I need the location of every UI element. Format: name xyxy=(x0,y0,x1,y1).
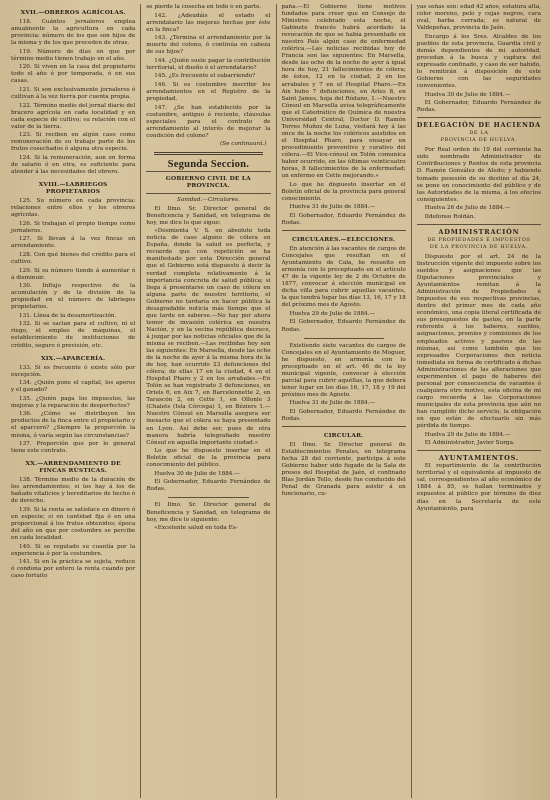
list-item: 145. ¿Es frecuente el subarriendo? xyxy=(154,73,256,80)
body-paragraph: «Dosmienta V. S. en absoluto toda noticia de caso alguno de cólera en España, donde la salud es perfecta, y recuerde que con repetición se ha manifestado por esta Dirección general que el Gobierno está dispuesto á decir la verdad completa relativamente á la importancia concreta de salud pública; si llega á presentarse un caso de cólera en alguna parte de nuestro territorio, el Gobierno no tardaría en hacer pública la desagradable noticia más tiempo que el que tarde en saberse.—No hay por ahora temor de invasión colérica en nuestra Nación, y en la vecina república decrece, á juzgar por las noticias oficiales que de la misma se reciben.—Las recibidas hoy son las siguientes: En Marsella, desde las ocho de la noche de ayer á la misma hora de la de hoy, han ocurrido 23 defunciones del cólera; de ellas 17 en la ciudad, 4 en el Hospital Pharo y 2 en los arrabales.—En Tolón se han registrado 3 defunciones, en Oriels 6, en Aix 7, en Barcelonnette 2, en Tarascón 2, en Cette 1, en Ollonle 3 (Chalets (Isla Córcega) 1, en Béziers 1.—Nuestro Cónsul en Marsella asegura ser inexacto que el cólera se haya presentado en Lyon. Así debe ser, pues de otra manera habría telegrafiado nuestro Cónsul en aquella importante ciudad.» xyxy=(146,228,271,446)
date-line: Huelva 29 de Julio de 1884.— xyxy=(424,431,511,438)
body-paragraph: El Ilmo. Sr. Director general de Beneficencia y Sanidad, en telegrama de hoy, me dice lo siguiente: xyxy=(146,502,271,523)
divider xyxy=(304,338,384,339)
date-line: Huelva 30 de Julio de 1884.— xyxy=(424,91,511,98)
list-item: 120. Si viven en la casa del propietario todo el año ó por temporada, ó en sus casas. xyxy=(11,64,136,85)
item-list-arrendamiento xyxy=(11,477,135,580)
list-item: 137. Proporción que por lo general tiene este contrato. xyxy=(11,441,136,455)
divider xyxy=(146,193,270,194)
divider xyxy=(168,497,248,498)
list-item: 130. Influjo respectivo de la acumulación y de la división de la propiedad en el número de labriegos propietarios. xyxy=(11,283,136,311)
section-header-aparceria: XIX.—APARCERÍA. xyxy=(40,354,106,362)
divider xyxy=(282,426,406,427)
body-paragraph: Lo que he dispuesto insertar en el Boletín oficial de la provincia para general conocimiento. xyxy=(281,181,406,202)
body-paragraph: El Ilmo. Sr. Director general de Beneficencia y Sanidad, en telegrama de hoy, me dice lo que sigue: xyxy=(146,205,271,226)
list-item: 138. Término medio de la duración de los arrendamientos; si los hay á los de bañado vitalicios y hereditarios de hecho ó de derecho. xyxy=(11,477,136,505)
divider xyxy=(417,450,541,451)
list-item: 118. Cuántos jornaleros emplea anualmente la agricultura en cada provincia: número de los que son hijos de la misma y de los que proceden de otras. xyxy=(11,19,136,47)
item-list-arrendamiento-cont xyxy=(146,13,270,140)
list-item: 139. Si la renta se satisface en dinero ó en especie; si en cantidad fija ó en una proporcional á los frutos obtenidos; época del año en que por costumbre se percibe en cada localidad. xyxy=(11,506,136,542)
list-item: 131. Línea de la desamortización. xyxy=(19,312,117,319)
body-paragraph: «Excelente salud en toda Es- xyxy=(154,525,238,532)
divider xyxy=(417,117,541,118)
list-item: 147. ¿Se han establecido por la costumbre, antiguo ó reciente, cláusulas especiales para el contrato de arrendamiento al interés de mejorar la condición del colono? xyxy=(146,104,271,139)
list-item: 125. Su número en cada provincia: relaciones entre ellos y los obreros agrícolas. xyxy=(11,198,136,219)
section-header-arrendamiento: XX.—ARRENDAMIENTO DE FINCAS RÚSTICAS. xyxy=(25,460,121,475)
list-item: 122. Término medio del jornal diario del bracero agrícola en cada localidad y en cada especie de cultivo; su relación con el valor de la tierra. xyxy=(11,102,136,130)
gov-header: GOBIERNO CIVIL DE LA PROVINCIA. xyxy=(165,175,251,190)
date-line: Huelva 31 de Julio de 1884.— xyxy=(289,400,376,407)
list-item: 146. Si es costumbre inscribir los arrendamientos en el Registro de la propiedad. xyxy=(146,81,271,103)
section-header-hacienda: DELEGACIÓN DE HACIENDA xyxy=(416,121,541,130)
item-list-obreros xyxy=(11,19,135,176)
column-1 xyxy=(6,4,140,798)
list-item: 144. ¿Quién suele pagar la contribución territorial, el dueño ó el arrendatario? xyxy=(146,57,271,71)
page-columns xyxy=(6,4,546,798)
item-list-aparceria xyxy=(11,365,135,456)
body-paragraph: El repartimiento de la contribución territorial y el equivalente al impuesto de sal, correspondientes al año económico de 1884 á 85, se hallan terminados y expuestos al público por término de diez días en la Secretaría de este Ayuntamiento, para xyxy=(416,463,541,512)
signature: El Gobernador, Eduardo Fernández de Rodas. xyxy=(281,319,406,333)
column-3 xyxy=(276,4,411,798)
list-item: 134. ¿Quién pone el capital, los aperos y el ganado? xyxy=(11,380,136,394)
list-item: 135. ¿Quién paga los impuestos, las mejoras y la reparación de desperfectos? xyxy=(11,395,136,409)
item-list-labriegos xyxy=(11,198,135,349)
date-line: Huelva 30 de Julio de 1884.— xyxy=(154,470,240,477)
signature: El Administrador, Javier Surga. xyxy=(424,440,515,447)
divider xyxy=(146,171,270,172)
list-item: 119. Número de días en que por término medio tienen trabajo en el año. xyxy=(11,48,136,62)
list-item: 140. Si se regulado su cuantía por la experiencia ó por la costumbre. xyxy=(11,543,136,557)
body-paragraph: En atención á las vacantes de cargos de Concejales que resultan en el Ayuntamiento de Cala, he resuelto en armonía con lo preceptuado en el artículo 47 de la vigente ley de 2 de Octubre de 1877, convocar á elección municipal en dicha villa para cubrir aquellas vacantes, la que tendrá lugar los días 13, 16, 17 y 18 del próximo mes de Agosto. xyxy=(281,246,406,309)
signature: El Gobernador, Eduardo Fernández de Rodas. xyxy=(281,212,406,226)
list-item: 121. Si son exclusivamente jornaleros ó cultivan á la vez tierra por cuenta propia. xyxy=(11,86,136,101)
signature: El Gobernador, Eduardo Fernández de Rodas. xyxy=(281,408,406,423)
section-header-circular: CIRCULAR. xyxy=(323,432,364,440)
signature: El Gobernador, Eduardo Fernández de Rodas. xyxy=(146,479,271,493)
date-line: Huelva 31 de Julio de 1884.— xyxy=(289,204,376,211)
body-paragraph: Lo que he dispuesto insertar en el Boletín oficial de la provincia para conocimiento del público. xyxy=(146,448,271,469)
list-item: 143. ¿Termina el arrendamiento por la muerte del colono, ó continúa en cabeza de sus hijos? xyxy=(146,35,271,56)
list-item: 124. Si la remuneración, aun en forma de salario ó en otra, es suficiente para atender á las necesidades del obrero. xyxy=(11,154,136,175)
subheading-sanidad: Sanidad.—Circulares. xyxy=(177,196,240,203)
section-subheader: PROVINCIA DE HUELVA. xyxy=(440,137,518,144)
body-paragraph: El Ilmo. Sr. Director general de Establecimientos Penales, en telegrama fecha 28 del corriente, participa á este Gobierno haber sido fugado de la Sala de presos del Hospital de Jaén, el confinado Blas Jordán Tello, desde fue conducido del Penal de Granada para asistir á un funcionario, cu- xyxy=(281,442,406,498)
section-title: Segunda Seccion. xyxy=(167,159,250,171)
body-paragraph: Por Real orden de 19 del corriente ha sido nombrado Administrador de Contribuciones y Rentos de esta provincia D. Ramón González de Aledo; y habiendo tomado posesión de su destino el día 24, se pone en conocimiento del público y de las Autoridades de la misma, á los efectos consiguientes. xyxy=(416,147,541,203)
section-header-ayuntamientos: AYUNTAMIENTOS. xyxy=(438,454,519,463)
section-header-administracion: ADMINISTRACIÓN xyxy=(438,227,520,236)
section-header-obreros: XVII.—OBREROS AGRÍCOLAS. xyxy=(20,9,126,16)
list-item: 128. Con qué bienes del crédito para el cultivo. xyxy=(11,251,136,265)
continuation-text: se pierde la cosecha en todo ó en parte. xyxy=(146,4,262,10)
continued-note: (Se continuará.) xyxy=(219,141,267,148)
list-item: 141. Si en la práctica se sujeta, reduce ó condona por entero la renta cuando por caso fortuito xyxy=(11,559,136,580)
column-2 xyxy=(140,4,275,798)
list-item: 126. Si trabajan el propio tiempo como jornaleros. xyxy=(11,220,136,234)
column-4 xyxy=(411,4,546,798)
body-paragraph: Existiendo siete vacantes de cargos de Concejales en el Ayuntamiento de Moguer, he dispuesto, en armonía con lo preceptuado en el art. 46 de la ley municipal vigente, convocar á elección parcial para cubrir aquéllas, la que deberá tener lugar en los días 16, 17, 18 y 19 del próximo mes de Agosto. xyxy=(281,342,406,398)
list-item: 142. ¿Adeudáis el estado el arrendatario las mejoras hechas por éste en la finca? xyxy=(146,12,271,33)
body-paragraph: yas señas son: edad 42 años, estatura alta, color moreno, pelo y cejas negros, cara oval, barba cerrada; es natural de Valdepeñas, provincia de Jaén. xyxy=(416,4,541,32)
list-item: 133. Si es frecuente ó existe sólo por excepción. xyxy=(11,364,136,378)
section-subheader: DE LA PROVINCIA DE HUELVA. xyxy=(429,243,528,250)
list-item: 136. ¿Cómo se distribuyen los productos de la finca entre el propietario y el aparcero? ¿Siempre la proporción la misma, ó varía según las circunstancias? xyxy=(11,411,136,439)
section-subheader: DE PROPIEDADES É IMPUESTOS xyxy=(427,236,531,243)
signature: Ildefonso Roldán. xyxy=(424,213,476,220)
section-header-labriegos: XVIII.—LABRIEGOS PROPIETARIOS xyxy=(38,181,108,196)
list-item: 132. Si se sacian para el cultivo, ni el riego, el empleo de máquinas, el establecimiento de instituciones de crédito, seguro ó previsión, etc. xyxy=(11,321,136,349)
list-item: 123. Si reciben en algún caso como remuneración de su trabajo parte de los frutos cosechados ó alguna otra especie. xyxy=(11,132,136,153)
divider xyxy=(417,224,541,225)
divider xyxy=(282,230,406,231)
body-paragraph: paña.—El Gobierno tiene motivos fundados para creer que en Consejo de Ministros celebrado esta noche, el Gabinete francés habrá acordado la revocación de que se había presentado en nuestro País algún caso de enfermedad colérica.—Las noticias recibidas hoy de Francia son las siguientes: En Marsella, desde las ocho de la noche de ayer á igual hora de hoy, 21 fallecimientos de cólera; de éstos, 12 en la ciudad, 2 en los arrabales y 7 en el Hospital Pharo.—En Aix hubo 7 defunciones, en Arles 8, en Saint James, hoja del Ródano, 1.—Nuestro Cónsul en Marsella avisa telegráficamente que el Catedrático de Química de nuestra Universidad Central, Doctor D. Ramón Torres Muñoz de Luna, visitará hoy á las once de la noche los coléricos asistidos en el Hospital Pharo, para ensayar un procedimiento preventivo y curativo del cólera.—El Vice-cónsul en Tolón comunica haber ocurrido, en las últimas veinticuatro horas, 8 fallecimientos de la enfermedad; un enfermo en Cette mejorando.» xyxy=(281,4,406,180)
body-paragraph: Encargo á los Sres. Alcaldes de los pueblos de esta provincia, Guardia civil y demás dependientes de mi autoridad, procedan á la busca y captura del expresado confinado, y caso de ser habido, lo remitirán á disposición de este Gobierno con las seguridades convenientes. xyxy=(416,33,541,90)
date-line: Huelva 26 de Julio de 1884.— xyxy=(424,205,511,212)
date-line: Huelva 29 de Julio de 1884.— xyxy=(289,310,376,317)
list-item: 127. Si llevan á la vez fincas en arrendamiento. xyxy=(11,236,136,250)
section-subheader: DE LA xyxy=(469,130,489,137)
signature: El Gobernador, Eduardo Fernández de Rodas. xyxy=(416,100,541,114)
section-rule xyxy=(154,152,262,155)
section-header-elecciones: CIRCULARES.—ELECCIONES. xyxy=(292,235,396,243)
list-item: 129. Si su número tiende á aumentar ó á disminuir. xyxy=(11,267,136,281)
body-paragraph: Dispuesto por el art. 24 de la Instrucción vigente del impuesto sobre los sueldos y asignaciones que las Diputaciones provinciales y Ayuntamientos remitan á la Administración de Propiedades é Impuestos de sus respectivas provincias, dentro del primer mes de cada año económico, una copia literal certificada de sus presupuestos de gastos, en la parte referente á los haberes, sueldos, asignaciones, premios y comisiones de los empleados activos y pasivos de las mismas, así como también que los expresados Corporaciones den noticia inmediata en forma de certificado á dichas Administraciones de las alteraciones que experimenten el pago de haberes del personal por consecuencia de vacantes ó cualquiera otro motivo, esta oficina de mi cargo recuerda á las Corporaciones municipales de esta provincia que aún no han cumplido dicho servicio, la obligación en que están de efectuarlo sin más pérdida de tiempo. xyxy=(416,253,541,430)
